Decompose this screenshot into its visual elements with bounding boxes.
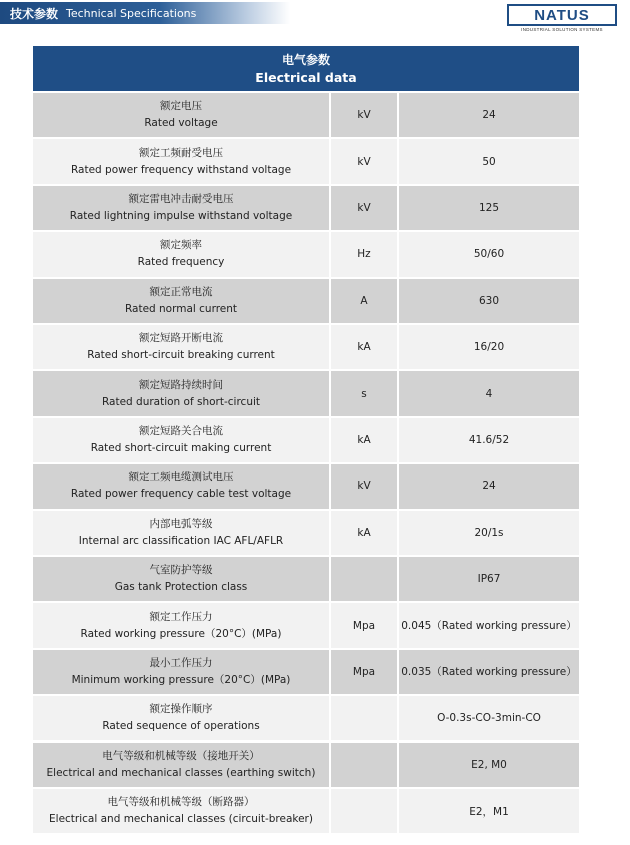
parameter-cell [33, 279, 329, 323]
value-cell: 50/60 [399, 232, 579, 276]
value-cell: 16/20 [399, 325, 579, 369]
parameter-name-cn: 额定短路关合电流 [139, 424, 223, 437]
unit-cell: kA [331, 418, 397, 462]
value-cell: 4 [399, 371, 579, 415]
parameter-name-cn: 电气等级和机械等级（接地开关） [102, 749, 260, 762]
table-row [33, 279, 579, 323]
section-title-cn: 技术参数 [10, 6, 59, 21]
brand-logo-text: NATUS [507, 4, 617, 26]
parameter-name-cn: 额定正常电流 [149, 285, 213, 298]
table-row [33, 650, 579, 694]
parameter-name-cn: 额定工频电缆测试电压 [128, 471, 234, 484]
table-row [33, 371, 579, 415]
unit-cell [331, 789, 397, 833]
unit-cell: s [331, 371, 397, 415]
unit-cell [331, 696, 397, 740]
unit-cell: kV [331, 464, 397, 508]
table-row [33, 464, 579, 508]
parameter-name-en: Gas tank Protection class [114, 581, 248, 594]
brand-tagline: INDUSTRIAL SOLUTION SYSTEMS [521, 27, 603, 32]
parameter-name-en: Rated power frequency cable test voltage [70, 488, 292, 501]
parameter-name-cn: 电气等级和机械等级（断路器） [107, 796, 255, 809]
parameter-cell [33, 371, 329, 415]
unit-cell: kV [331, 93, 397, 137]
unit-cell: Hz [331, 232, 397, 276]
unit-cell: Mpa [331, 650, 397, 694]
table-row [33, 325, 579, 369]
parameter-name-en: Internal arc classification IAC AFL/AFLR [78, 534, 284, 547]
parameter-cell [33, 418, 329, 462]
value-cell: E2，M1 [399, 789, 579, 833]
table-row [33, 557, 579, 601]
parameter-name-cn: 额定频率 [160, 239, 202, 252]
parameter-name-en: Electrical and mechanical classes (circuit-breaker) [49, 813, 313, 826]
unit-cell: kA [331, 511, 397, 555]
parameter-cell [33, 464, 329, 508]
parameter-name-cn: 额定短路持续时间 [139, 378, 223, 391]
value-cell: 20/1s [399, 511, 579, 555]
unit-cell [331, 557, 397, 601]
parameter-name-en: Electrical and mechanical classes (earthing switch) [46, 766, 316, 779]
parameter-name-en: Rated lightning impulse withstand voltage [69, 210, 293, 223]
parameter-name-cn: 额定雷电冲击耐受电压 [128, 193, 234, 206]
parameter-name-cn: 额定工频耐受电压 [139, 146, 223, 159]
value-cell: 125 [399, 186, 579, 230]
parameter-name-en: Rated short-circuit making current [90, 441, 272, 454]
parameter-name-en: Rated voltage [144, 117, 218, 130]
value-cell: 24 [399, 93, 579, 137]
parameter-name-en: Rated working pressure（20°C）(MPa) [80, 627, 282, 640]
parameter-cell [33, 650, 329, 694]
parameter-cell [33, 139, 329, 183]
value-cell: 41.6/52 [399, 418, 579, 462]
parameter-cell [33, 743, 329, 787]
table-row [33, 93, 579, 137]
parameter-cell [33, 557, 329, 601]
value-cell: O-0.3s-CO-3min-CO [399, 696, 579, 740]
value-cell: IP67 [399, 557, 579, 601]
value-cell: 630 [399, 279, 579, 323]
parameter-cell [33, 325, 329, 369]
parameter-cell [33, 232, 329, 276]
table-body [33, 93, 579, 833]
parameter-name-cn: 内部电弧等级 [149, 517, 213, 530]
table-row [33, 696, 579, 740]
parameter-name-cn: 最小工作压力 [149, 656, 213, 669]
value-cell: 0.045（Rated working pressure） [399, 603, 579, 647]
parameter-name-en: Rated frequency [137, 256, 225, 269]
parameter-cell [33, 789, 329, 833]
parameter-name-en: Rated power frequency withstand voltage [70, 163, 292, 176]
unit-cell: kA [331, 325, 397, 369]
parameter-name-cn: 气室防护等级 [149, 564, 213, 577]
table-row [33, 603, 579, 647]
parameter-name-en: Minimum working pressure（20°C）(MPa) [71, 673, 291, 686]
parameter-name-cn: 额定电压 [160, 100, 202, 113]
parameter-cell [33, 603, 329, 647]
parameter-name-cn: 额定操作顺序 [149, 703, 213, 716]
value-cell: 50 [399, 139, 579, 183]
table-row [33, 139, 579, 183]
unit-cell: kV [331, 139, 397, 183]
parameter-name-cn: 额定工作压力 [149, 610, 213, 623]
value-cell: 24 [399, 464, 579, 508]
section-header-band [0, 2, 290, 24]
unit-cell: kV [331, 186, 397, 230]
parameter-cell [33, 93, 329, 137]
electrical-data-table [33, 46, 579, 833]
parameter-name-cn: 额定短路开断电流 [139, 332, 223, 345]
unit-cell [331, 743, 397, 787]
unit-cell: Mpa [331, 603, 397, 647]
parameter-name-en: Rated normal current [124, 302, 238, 315]
table-row [33, 511, 579, 555]
parameter-name-en: Rated duration of short-circuit [101, 395, 261, 408]
parameter-cell [33, 696, 329, 740]
table-row [33, 232, 579, 276]
table-title-en: Electrical data [255, 69, 357, 85]
parameter-name-en: Rated sequence of operations [102, 720, 260, 733]
brand-logo [507, 4, 617, 32]
value-cell: 0.035（Rated working pressure） [399, 650, 579, 694]
table-title-cn: 电气参数 [281, 52, 330, 67]
section-title-en: Technical Specifications [66, 6, 197, 20]
table-row [33, 743, 579, 787]
parameter-name-en: Rated short-circuit breaking current [87, 349, 275, 362]
value-cell: E2, M0 [399, 743, 579, 787]
table-row [33, 789, 579, 833]
table-header [33, 46, 579, 91]
parameter-cell [33, 186, 329, 230]
unit-cell: A [331, 279, 397, 323]
parameter-cell [33, 511, 329, 555]
table-row [33, 418, 579, 462]
table-row [33, 186, 579, 230]
